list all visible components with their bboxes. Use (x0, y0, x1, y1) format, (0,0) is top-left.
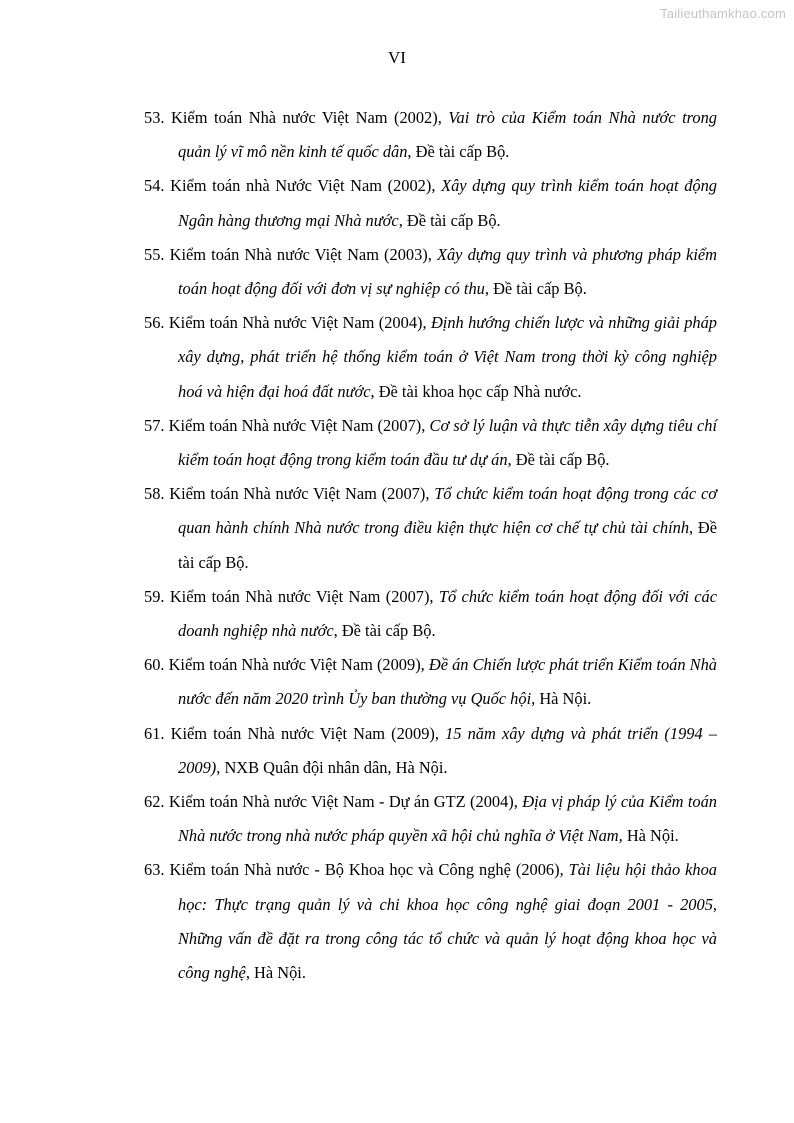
reference-item-55 (144, 238, 717, 306)
reference-item-58 (144, 477, 717, 580)
reference-title: Tài liệu hội thảo khoa học: Thực trạng quản lý và chi khoa học công nghệ giai đoạn 2001 - 2005, Những vấn đề đặt ra trong công tác tổ chức và quản lý hoạt động khoa học và công nghệ (178, 860, 718, 983)
reference-title: Đề án Chiến lược phát triển Kiểm toán Nhà nước đến năm 2020 trình Ủy ban thường vụ Quốc hội, (178, 655, 717, 709)
reference-lead: 58. Kiểm toán Nhà nước Việt Nam (2007), (144, 484, 435, 504)
reference-lead: 63. Kiểm toán Nhà nước - Bộ Khoa học và Công nghệ (2006), (144, 860, 569, 880)
reference-lead: 55. Kiểm toán Nhà nước Việt Nam (2003), (144, 244, 437, 264)
reference-lead: 60. Kiểm toán Nhà nước Việt Nam (2009), (144, 655, 429, 675)
reference-tail: , Đề tài cấp Bộ. (484, 279, 587, 299)
reference-lead: 56. Kiểm toán Nhà nước Việt Nam (2004), (144, 313, 431, 333)
watermark: Tailieuthamkhao.com (660, 6, 786, 21)
reference-title: Tổ chức kiểm toán hoạt động trong các cơ quan hành chính Nhà nước trong điều kiện thực hiện cơ chế tự chủ tài chính (178, 484, 717, 538)
reference-tail: Hà Nội. (535, 689, 592, 709)
reference-item-62 (144, 785, 717, 853)
reference-tail: , Hà Nội. (245, 963, 306, 983)
reference-item-61 (144, 717, 717, 785)
reference-lead: 53. Kiểm toán Nhà nước Việt Nam (2002), (144, 108, 449, 127)
reference-item-54 (144, 169, 717, 237)
page-number: VI (388, 48, 406, 67)
reference-title: Xây dựng quy trình và phương pháp kiểm toán hoạt động đối với đơn vị sự nghiệp có thu (178, 244, 717, 299)
reference-item-53 (144, 101, 717, 169)
reference-tail: , Đề tài cấp Bộ. (507, 450, 610, 470)
reference-item-56 (144, 306, 717, 409)
reference-item-63 (144, 853, 717, 990)
reference-list (144, 101, 717, 990)
reference-title: Cơ sở lý luận và thực tiễn xây dựng tiêu chí kiểm toán hoạt động trong kiểm toán đầu tư dự án (178, 415, 718, 470)
reference-lead: 57. Kiểm toán Nhà nước Việt Nam (2007), (144, 415, 430, 435)
reference-title: Định hướng chiến lược và những giải pháp xây dựng, phát triển hệ thống kiểm toán ở Việt Nam trong thời kỳ công nghiệp hoá và hiện đại hoá đất nước (178, 313, 717, 401)
reference-tail: , Đề tài cấp Bộ. (333, 621, 436, 641)
reference-item-57 (144, 409, 717, 477)
reference-title: Xây dựng quy trình kiểm toán hoạt động Ngân hàng thương mại Nhà nước (178, 176, 717, 230)
reference-title: Địa vị pháp lý của Kiểm toán Nhà nước trong nhà nước pháp quyền xã hội chủ nghĩa ở Việt Nam, (178, 792, 717, 846)
reference-tail: Hà Nội. (622, 826, 679, 846)
reference-item-59 (144, 580, 717, 648)
reference-tail: , Đề tài cấp Bộ. (407, 142, 510, 162)
reference-tail: , Đề tài cấp Bộ. (398, 210, 501, 230)
reference-tail: , NXB Quân đội nhân dân, Hà Nội. (216, 757, 448, 777)
reference-lead: 59. Kiểm toán Nhà nước Việt Nam (2007), (144, 586, 439, 606)
reference-lead: 61. Kiểm toán Nhà nước Việt Nam (2009), (144, 723, 446, 743)
reference-tail: , Đề tài cấp Bộ. (178, 518, 717, 572)
reference-lead: 62. Kiểm toán Nhà nước Việt Nam - Dự án GTZ (2004), (144, 792, 523, 812)
reference-item-60 (144, 648, 717, 716)
reference-title: 15 năm xây dựng và phát triển (1994 – 2009) (178, 723, 717, 777)
reference-title: Vai trò của Kiểm toán Nhà nước trong quản lý vĩ mô nền kinh tế quốc dân (178, 108, 717, 162)
reference-tail: , Đề tài khoa học cấp Nhà nước. (370, 381, 582, 401)
reference-title: Tổ chức kiểm toán hoạt động đối với các doanh nghiệp nhà nước (178, 586, 717, 641)
reference-lead: 54. Kiểm toán nhà Nước Việt Nam (2002), (144, 176, 442, 196)
